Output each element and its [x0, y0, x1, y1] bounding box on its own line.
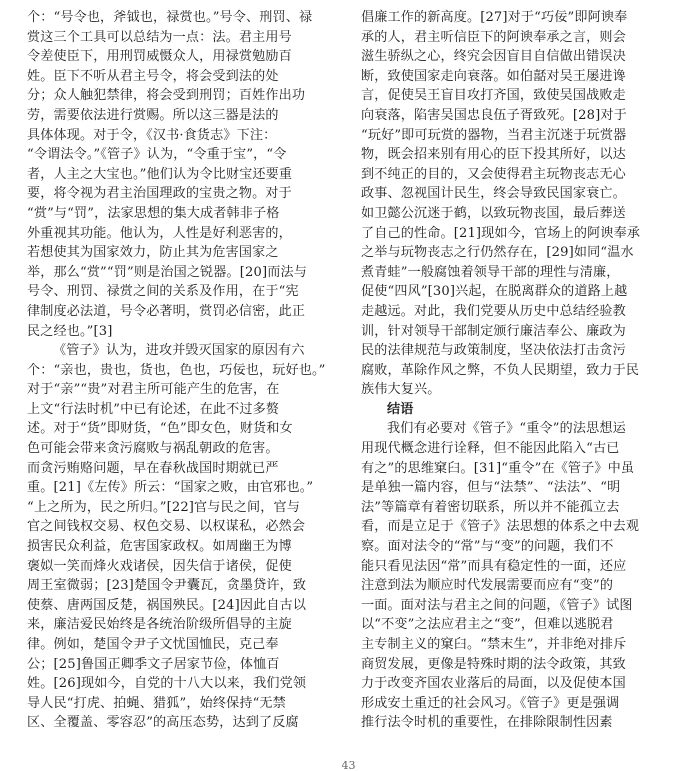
text-line: 劳，需要依法进行赏赐。所以这三器是法的 — [27, 107, 279, 123]
text-line: 褒姒一笑而烽火戏诸侯，因失信于诸侯，促使 — [27, 558, 292, 574]
text-line: 注意到法为顺应时代发展需要而应有“变”的 — [361, 578, 614, 594]
text-line: 承的人，君主听信臣下的阿谀奉承之言，则会 — [361, 29, 626, 45]
text-line: 区、全覆盖、零容忍”的高压态势，达到了反腐 — [27, 715, 299, 731]
right-column — [361, 8, 683, 733]
paragraph-start-line: 《管子》认为，进攻并毁灭国家的原因有六 — [53, 343, 305, 359]
paragraph-start-line: 我们有必要对《管子》“重令”的法思想运 — [387, 421, 626, 437]
text-line: 训，针对领导干部制定颁行廉洁奉公、廉政为 — [361, 323, 626, 339]
text-line: 倡廉工作的新高度。[27]对于“巧佞”即阿谀奉 — [361, 10, 628, 25]
text-line: 具体体现。对于令，《汉书·食货志》下注： — [27, 127, 277, 143]
text-line: “赏”与“罚”，法家思想的集大成者韩非子格 — [27, 205, 280, 221]
text-line: 令差使臣下，用刑罚威慑众人，用禄赏勉励百 — [27, 49, 292, 65]
text-line: 使蔡、唐两国反楚，祸国殃民。[24]因此自古以 — [27, 597, 307, 613]
text-line: 察。面对法令的“常”与“变”的问题，我们不 — [361, 539, 614, 555]
text-line: 官之间钱权交易、权色交易、以权谋私，必然会 — [27, 519, 306, 535]
text-line: 到不纯正的目的，又会使得君主玩物丧志无心 — [361, 166, 626, 182]
text-line: 述。对于“货”即财货，“色”即女色，财货和女 — [27, 421, 293, 437]
text-line: 是单独一篇内容，但与“法禁”、“法法”、“明 — [361, 480, 621, 496]
text-line: 民之经也。”[3] — [27, 323, 113, 339]
left-column — [27, 8, 349, 733]
text-line: 有之”的思维窠臼。[31]“重令”在《管子》中虽 — [361, 460, 635, 476]
text-line: 姓。臣下不听从君主号令，将会受到法的处 — [27, 68, 279, 84]
text-line: 者，人主之大宝也。”他们认为令比财宝还要重 — [27, 166, 293, 182]
text-line: “上之所为，民之所归。”[22]官与民之间，官与 — [27, 499, 301, 515]
text-line: 举，那么“赏”“罚”则是治国之锐器。[20]而法与 — [27, 264, 307, 280]
text-line: 个：“亲也，贵也，货也，色也，巧佞也，玩好也。” — [27, 362, 326, 378]
text-line: 言，促使吴王盲目攻打齐国，致使吴国战败走 — [361, 88, 626, 104]
text-line: 色可能会带来贪污腐败与祸乱朝政的危害。 — [27, 441, 279, 457]
text-line: 导人民“打虎、拍蝇、猎狐”，始终保持“无禁 — [27, 695, 286, 711]
text-line: 腐败，革除作风之弊，不负人民期望，致力于民 — [361, 362, 640, 378]
text-line: 看，而是立足于《管子》法思想的体系之中去观 — [361, 519, 640, 535]
text-line: 商贸发展，更像是特殊时期的法令政策，其致 — [361, 656, 626, 672]
text-line: 外重视其功能。他认为，人性是好利恶害的， — [27, 225, 292, 241]
text-line: 族伟大复兴。 — [361, 382, 441, 398]
text-line: 走越远。对此，我们党要从历史中总结经验教 — [361, 303, 626, 319]
text-line: 促使“四风”[30]兴起，在脱离群众的道路上越 — [361, 284, 628, 300]
text-line: 能只看见法因“常”而具有稳定性的一面，还应 — [361, 558, 627, 574]
text-line: 了自己的性命。[21]现如今，官场上的阿谀奉承 — [361, 225, 641, 241]
text-line: 形成安土重迁的社会风习。《管子》更是强调 — [361, 695, 620, 711]
text-line: 断，致使国家走向衰落。如伯嚭对吴王屡进谗 — [361, 68, 626, 84]
text-line: 对于“亲”“贵”对君主所可能产生的危害，在 — [27, 382, 280, 398]
text-line: 用现代概念进行诠释，但不能因此陷入“古已 — [361, 441, 620, 457]
text-line: 律。例如，楚国令尹子文忧国恤民，克己奉 — [27, 637, 279, 652]
text-line: 煮青蛙”一般腐蚀着领导干部的理性与清廉， — [361, 264, 620, 280]
text-line: 律制度必法道，号令必著明，赏罚必信密，此正 — [27, 303, 306, 319]
page-number: 43 — [341, 761, 356, 771]
text-line: “玩好”即可玩赏的器物，当君主沉迷于玩赏器 — [361, 127, 627, 143]
text-line: 力于改变齐国农业落后的局面，以及促使本国 — [361, 676, 626, 692]
text-line: 个：“号令也，斧钺也，禄赏也。”号令、刑罚、禄 — [27, 10, 313, 25]
text-line: 重。[21]《左传》所云：“国家之败，由官邪也。” — [27, 480, 314, 496]
text-line: 分；众人触犯禁律，将会受到刑罚；百姓作出功 — [27, 88, 306, 104]
text-line: 赏这三个工具可以总结为一点：法。君主用号 — [27, 29, 292, 45]
text-line: 如卫懿公沉迷于鹤，以致玩物丧国，最后葬送 — [361, 205, 626, 221]
text-line: “令谓法令。”《管子》认为，“令重于宝”，“令 — [27, 147, 287, 163]
text-line: 主专制主义的窠臼。“禁末生”，并非绝对排斥 — [361, 637, 627, 652]
text-line: 民的法律规范与政策制度，坚决依法打击贪污 — [361, 343, 626, 359]
text-line: 以“不变”之法应君主之“变”，但难以逃脱君 — [361, 617, 614, 633]
text-line: 来，廉洁爱民始终是各统治阶级所倡导的主旋 — [27, 617, 292, 633]
text-line: 一面。面对法与君主之间的问题，《管子》试图 — [361, 597, 633, 613]
text-line: 要，将令视为君主治国理政的宝贵之物。对于 — [27, 186, 292, 202]
text-line: 推行法令时机的重要性，在排除限制性因素 — [361, 715, 613, 731]
text-line: 公；[25]鲁国正卿季文子居家节俭，体恤百 — [27, 656, 280, 672]
text-line: 周王室微弱；[23]楚国令尹囊瓦，贪墨贷许，致 — [27, 578, 307, 594]
text-line: 号令、刑罚、禄赏之间的关系及作用，在于“宪 — [27, 284, 299, 300]
text-line: 损害民众利益，危害国家政权。如周幽王为博 — [27, 539, 292, 555]
text-line: 若想使其为国家效力，防止其为危害国家之 — [27, 245, 279, 261]
text-line: 法”等篇章有着密切联系，所以并不能孤立去 — [361, 499, 620, 515]
text-line: 向衰落，陷害吴国忠良伍子胥致死。[28]对于 — [361, 107, 627, 123]
text-line: 物，既会招来别有用心的臣下投其所好，以达 — [361, 147, 626, 163]
text-line: 之举与玩物丧志之行仍然存在，[29]如同“温水 — [361, 245, 634, 261]
text-line: 姓。[26]现如今，自党的十八大以来，我们党领 — [27, 676, 307, 692]
section-heading: 结语 — [387, 401, 414, 417]
text-line: 滋生骄纵之心，终究会因盲目自信做出错误决 — [361, 49, 626, 65]
text-line: 上文“行法时机”中已有论述，在此不过多赘 — [27, 401, 280, 417]
text-line: 而贪污贿赂问题，早在春秋战国时期就已严 — [27, 460, 279, 476]
text-line: 政事、忽视国计民生，终会导致民国家衰亡。 — [361, 186, 626, 202]
